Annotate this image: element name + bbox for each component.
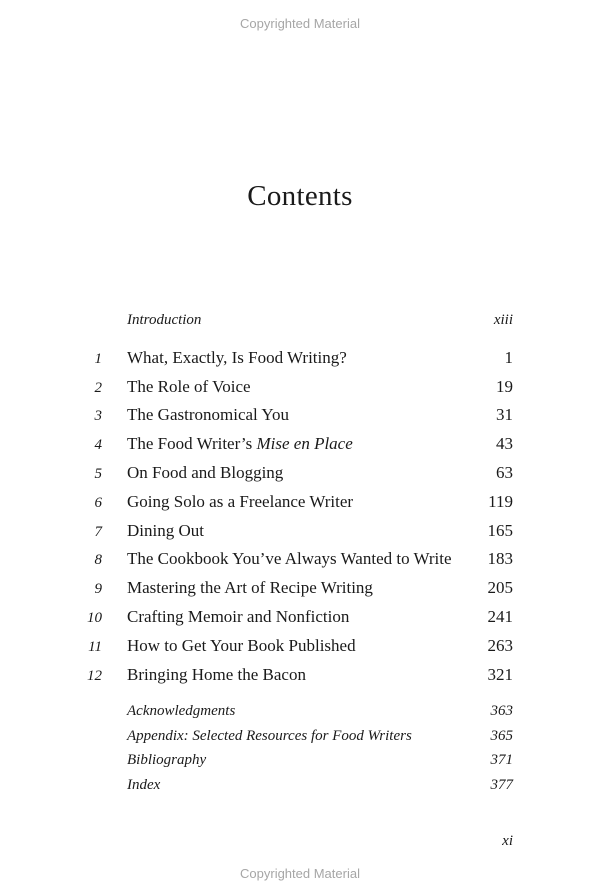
toc-page-number: 241	[487, 607, 513, 626]
toc-chapter-1[interactable]	[0, 348, 600, 374]
chapter-title: Mastering the Art of Recipe Writing	[127, 578, 373, 597]
toc-page-number: xiii	[493, 312, 513, 328]
toc-entry-index[interactable]	[0, 777, 600, 803]
toc-chapter-4[interactable]	[0, 434, 600, 460]
toc-page-number: 183	[487, 549, 513, 568]
chapter-title: The Gastronomical You	[127, 405, 289, 424]
chapter-title: The Role of Voice	[127, 377, 251, 396]
chapter-number: 3	[94, 408, 102, 424]
chapter-number: 5	[94, 466, 102, 482]
chapter-number: 6	[94, 495, 102, 511]
chapter-number: 12	[87, 668, 102, 684]
page-title: Contents	[247, 180, 353, 212]
chapter-number: 8	[94, 552, 102, 568]
toc-chapter-7[interactable]	[0, 521, 600, 547]
toc-entry-introduction[interactable]	[0, 312, 600, 338]
toc-page-number: 165	[487, 521, 513, 540]
chapter-number: 7	[94, 524, 102, 540]
toc-page-number: 371	[490, 752, 513, 768]
chapter-number: 1	[94, 351, 102, 367]
toc-chapter-2[interactable]	[0, 377, 600, 403]
toc-chapter-12[interactable]	[0, 665, 600, 691]
chapter-number: 11	[88, 639, 102, 655]
toc-page-number: 43	[496, 434, 513, 453]
toc-page-number: 19	[496, 377, 513, 396]
chapter-number: 2	[94, 380, 102, 396]
toc-chapter-9[interactable]	[0, 578, 600, 604]
toc-entry-label: Introduction	[127, 312, 202, 328]
toc-chapter-11[interactable]	[0, 636, 600, 662]
toc-page-number: 31	[496, 405, 513, 424]
toc-entry-label: Index	[127, 777, 161, 793]
toc-page-number: 205	[487, 578, 513, 597]
chapter-title: Crafting Memoir and Nonfiction	[127, 607, 350, 626]
chapter-number: 4	[94, 437, 102, 453]
toc-chapter-8[interactable]	[0, 549, 600, 575]
chapter-number: 10	[87, 610, 102, 626]
chapter-title: Going Solo as a Freelance Writer	[127, 492, 354, 511]
toc-page-number: 363	[490, 703, 513, 719]
chapter-title	[127, 434, 353, 454]
chapter-title-italic: Mise en Place	[256, 434, 353, 453]
toc-page-number: 377	[490, 777, 513, 793]
toc-entry-acknowledgments[interactable]	[0, 703, 600, 729]
toc-entry-appendix[interactable]	[0, 728, 600, 754]
toc-entry-label: Appendix: Selected Resources for Food Writers	[127, 728, 412, 744]
chapter-title-prefix: The Food Writer’s	[127, 434, 257, 453]
toc-page-number: 365	[490, 728, 513, 744]
page-folio: xi	[502, 833, 513, 849]
toc-entry-label: Bibliography	[127, 752, 207, 768]
chapter-title: What, Exactly, Is Food Writing?	[127, 348, 347, 367]
chapter-title: How to Get Your Book Published	[127, 636, 356, 655]
toc-chapter-5[interactable]	[0, 463, 600, 489]
copyright-watermark-bottom: Copyrighted Material	[240, 866, 360, 881]
toc-entry-bibliography[interactable]	[0, 752, 600, 778]
chapter-title: On Food and Blogging	[127, 463, 284, 482]
chapter-title: The Cookbook You’ve Always Wanted to Write	[127, 549, 452, 568]
toc-page-number: 63	[496, 463, 513, 482]
toc-chapter-10[interactable]	[0, 607, 600, 633]
toc-page-number: 321	[487, 665, 513, 684]
toc-page-number: 1	[504, 348, 513, 367]
toc-chapter-3[interactable]	[0, 405, 600, 431]
chapter-number: 9	[94, 581, 102, 597]
toc-page-number: 263	[487, 636, 513, 655]
toc-entry-label: Acknowledgments	[127, 703, 236, 719]
chapter-title: Dining Out	[127, 521, 204, 540]
toc-chapter-6[interactable]	[0, 492, 600, 518]
toc-page-number: 119	[488, 492, 513, 511]
chapter-title: Bringing Home the Bacon	[127, 665, 306, 684]
copyright-watermark-top: Copyrighted Material	[240, 16, 360, 31]
